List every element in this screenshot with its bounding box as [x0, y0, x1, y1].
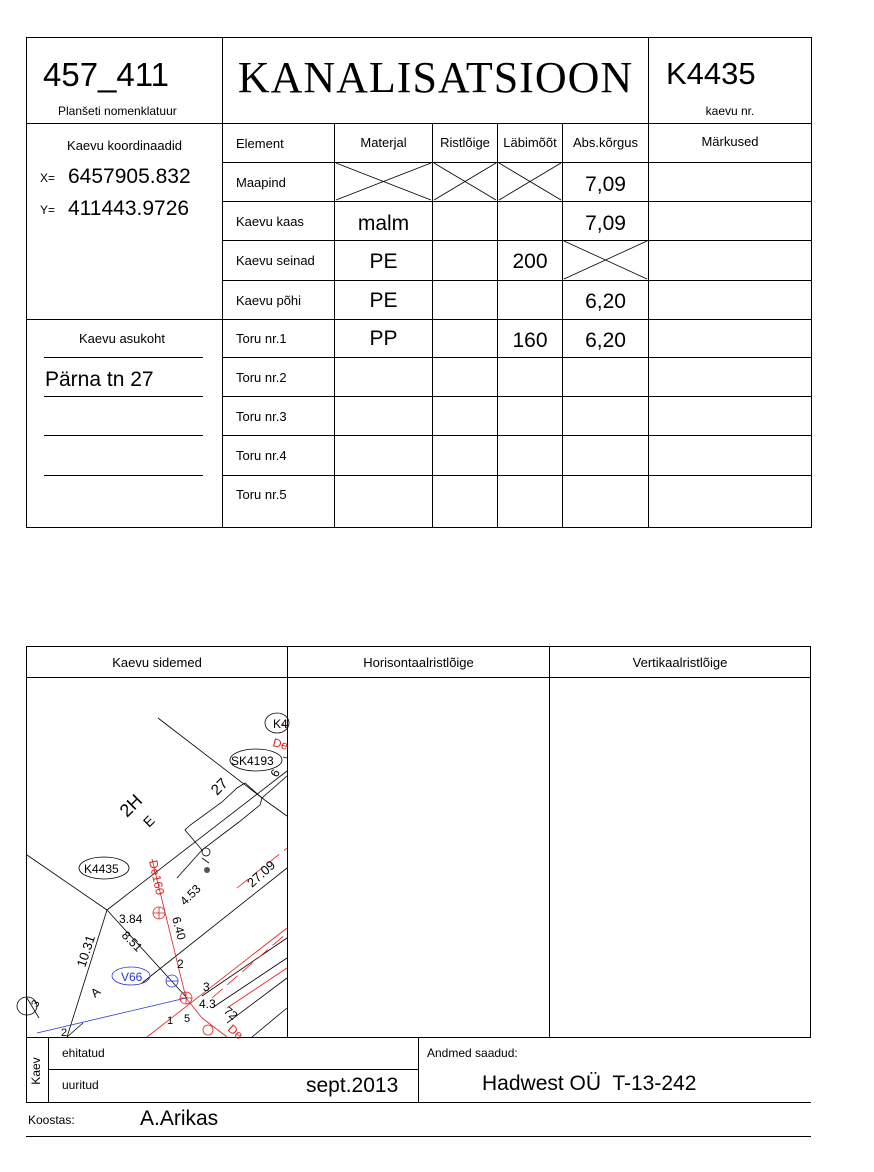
sketch-label-sk: SK4193: [231, 754, 274, 768]
section-vertical-title: Vertikaalristlõige: [632, 654, 728, 670]
col-header-markused: Märkused: [701, 133, 759, 149]
section-links-title: Kaevu sidemed: [112, 654, 202, 670]
row-materjal: PP: [369, 326, 398, 350]
row-element: Kaevu põhi: [236, 292, 302, 308]
author-label: Koostas:: [28, 1113, 75, 1127]
col-header-materjal: Materjal: [360, 134, 407, 150]
sketch-label-2b: 2: [177, 957, 184, 971]
row-abs: 6,20: [585, 290, 626, 313]
sketch-label-building-e: E: [139, 812, 158, 831]
author-name: A.Arikas: [140, 1107, 219, 1130]
row-labimoot: 160: [512, 328, 548, 352]
well-number-label: kaevu nr.: [705, 104, 755, 118]
location-sketch: [27, 678, 290, 1043]
sketch-label-de-bottom: De: [225, 1021, 246, 1043]
location-label: Kaevu asukoht: [78, 330, 165, 346]
section-horizontal-title: Horisontaalristlõige: [363, 654, 474, 670]
sheet-code: 457_411: [43, 56, 170, 93]
sketch-label-2c: 2: [61, 1027, 68, 1039]
row-element: Toru nr.1: [236, 331, 287, 346]
sheet-label: Planšeti nomenklatuur: [58, 104, 177, 118]
sketch-label-de-top: De: [271, 735, 290, 753]
col-header-labimoot: Läbimõõt: [503, 134, 557, 150]
row-element: Toru nr.3: [236, 408, 287, 424]
survey-date: sept.2013: [306, 1074, 399, 1097]
sketch-label-1031: 10.31: [73, 933, 98, 969]
row-abs: 6,20: [585, 328, 626, 352]
sketch-label-k4435: K4435: [84, 862, 119, 876]
sketch-label-1: 1: [167, 1015, 174, 1027]
y-label: Y=: [40, 203, 56, 217]
sketch-label-43: 4.3: [199, 997, 216, 1011]
sketch-label-3: 3: [203, 980, 210, 994]
row-element: Maapind: [236, 174, 286, 190]
sketch-label-72: 72: [221, 1003, 241, 1023]
row-materjal: PE: [369, 249, 398, 273]
sketch-label-k4: K4: [273, 717, 288, 731]
row-materjal: malm: [357, 212, 410, 235]
sketch-label-453: 4.53: [177, 881, 204, 909]
well-number: K4435: [666, 56, 756, 91]
row-element: Toru nr.2: [236, 369, 287, 385]
row-abs: 7,09: [585, 173, 626, 196]
row-abs: 7,09: [585, 212, 626, 235]
sketch-label-384: 3.84: [119, 912, 143, 926]
surveyed-label: uuritud: [62, 1078, 99, 1092]
sketch-label-de160: De160: [146, 858, 168, 897]
data-value: Hadwest OÜ T-13-242: [482, 1072, 697, 1095]
sketch-label-640: 6.40: [169, 915, 189, 942]
location-address: Pärna tn 27: [45, 368, 154, 391]
sketch-label-27a: 27: [207, 775, 232, 799]
col-header-ristloige: Ristlõige: [440, 134, 490, 150]
x-label: X=: [40, 171, 56, 185]
sketch-label-5: 5: [184, 1013, 191, 1025]
row-element: Kaevu seinad: [236, 253, 315, 268]
sketch-label-851: 8.51: [118, 928, 146, 955]
col-header-abs: Abs.kõrgus: [572, 134, 639, 150]
sketch-label-v66: V66: [121, 970, 143, 984]
row-labimoot: 200: [512, 249, 548, 273]
row-materjal: PE: [369, 289, 398, 312]
row-element: Toru nr.5: [236, 487, 287, 502]
sketch-label-3-left: 3: [29, 998, 43, 1010]
row-element: Kaevu kaas: [236, 213, 304, 229]
col-header-element: Element: [236, 135, 284, 151]
built-label: ehitatud: [62, 1046, 105, 1060]
sketch-label-six: 6: [267, 766, 283, 780]
y-value: 411443.9726: [68, 197, 190, 220]
coords-label: Kaevu koordinaadid: [67, 137, 182, 153]
page-title: KANALISATSIOON: [237, 52, 634, 102]
kaev-label: Kaev: [29, 1057, 43, 1085]
sketch-label-a: A: [87, 984, 104, 1001]
row-element: Toru nr.4: [236, 448, 287, 463]
sketch-label-building: 2H: [115, 790, 147, 821]
x-value: 6457905.832: [68, 165, 191, 188]
sketch-label-2709: 27.09: [243, 857, 279, 891]
data-label: Andmed saadud:: [427, 1046, 518, 1060]
